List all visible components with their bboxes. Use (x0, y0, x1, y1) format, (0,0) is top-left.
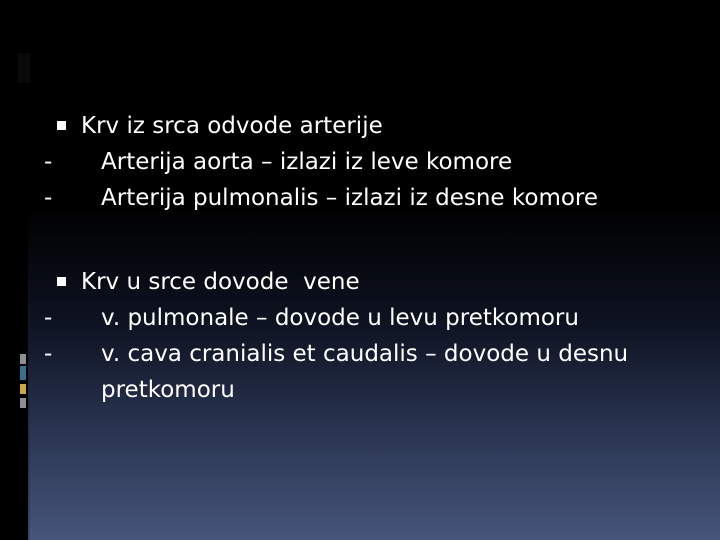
accent-block-gray-2 (20, 398, 26, 408)
sub-item (44, 336, 704, 408)
sub-item-text: Arterija aorta – izlazi iz leve komore (101, 149, 513, 175)
square-bullet-icon (57, 277, 66, 286)
dash-marker: - (44, 149, 53, 175)
corner-decor-square (18, 53, 30, 83)
sub-item-text: v. cava cranialis et caudalis – dovode u desnu pretkomoru (101, 341, 629, 403)
square-bullet-icon (57, 121, 66, 130)
bullet-text: Krv u srce dovode vene (81, 269, 360, 295)
dash-marker: - (44, 305, 53, 331)
sub-item-text: Arterija pulmonalis – izlazi iz desne komore (101, 185, 599, 211)
accent-block-blue (20, 366, 26, 380)
slide-body (44, 108, 704, 408)
accent-block-gray (20, 354, 26, 364)
sub-item-text: v. pulmonale – dovode u levu pretkomoru (101, 305, 579, 331)
sub-item (44, 300, 704, 336)
accent-block-gold (20, 384, 26, 394)
sub-item (44, 180, 704, 216)
dash-marker: - (44, 185, 53, 211)
group-spacer (44, 216, 704, 264)
sub-item (44, 144, 704, 180)
bullet-text: Krv iz srca odvode arterije (81, 113, 383, 139)
bullet-item (44, 108, 704, 144)
dash-marker: - (44, 341, 53, 367)
bullet-item (44, 264, 704, 300)
